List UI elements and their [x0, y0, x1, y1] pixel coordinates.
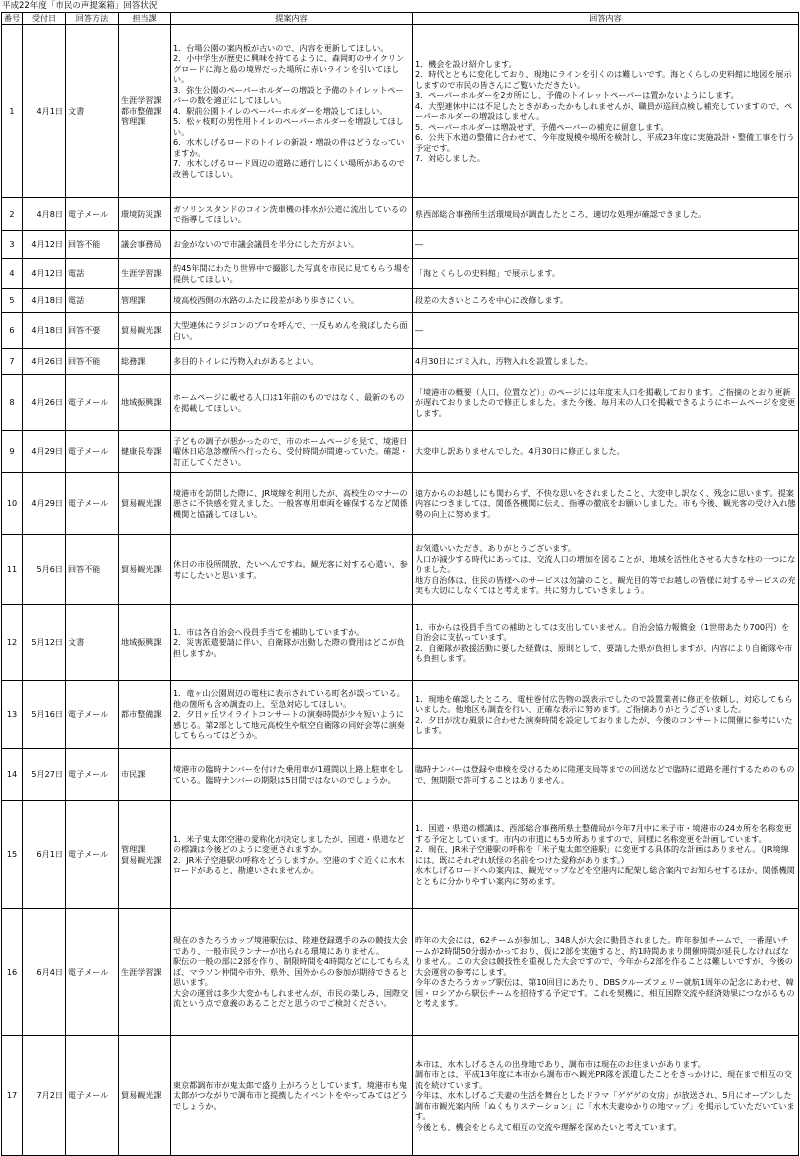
- row-method: 電子メール: [66, 909, 119, 1036]
- row-proposal: 現在のきたろうカップ境港駅伝は、陸連登録選手のみの競技大会であり、一般市民ランナーが出られる環境にありません。 駅伝の一般の部に2部を作り、制限時間を4時間などにしてもらえば、マラソン仲間や市外、県外、国外からの参加が期待できると思います。 大会の運営は多少大変かもしれませんが、市民の楽しみ、国際交流という点で意義のあることだと思うのでご検討ください。: [171, 909, 413, 1036]
- row-method: 電話: [66, 289, 119, 313]
- row-response: 県西部総合事務所生活環境局が調査したところ、適切な処理が確認できました。: [413, 198, 799, 231]
- row-date: 6月4日: [23, 909, 66, 1036]
- row-number: 14: [2, 749, 23, 801]
- table-row: [2, 605, 799, 681]
- row-date: 4月26日: [23, 349, 66, 375]
- row-dept: 生涯学習課: [119, 259, 171, 289]
- row-date: 4月29日: [23, 431, 66, 473]
- row-method: 文書: [66, 605, 119, 681]
- row-number: 2: [2, 198, 23, 231]
- table-row: [2, 198, 799, 231]
- header-method: 回答方法: [66, 13, 119, 25]
- row-date: 4月29日: [23, 473, 66, 535]
- row-proposal: 子どもの調子が悪かったので、市のホームページを見て、境港日曜休日応急診療所へ行ったら、受付時間が間違っていた。確認・訂正してください。: [171, 431, 413, 473]
- header-date: 受付日: [23, 13, 66, 25]
- row-method: 文書: [66, 25, 119, 198]
- row-response: 昨年の大会には、62チームが参加し、348人が大会に動員されました。昨年参加チームで、一番遅いチームが2時間50分弱かかっており、仮に2部を実施すると、約1時間あまり開催時間が延長しなければなりません。この大会は競技性を重視した大会ですので、今年から2部を作ることは難しいですが、今後の大会運営の参考にします。 今年のきたろうカップ駅伝は、第10回目にあたり、DBSクルーズフェリー就航1周年の記念にあわせ、韓国・ロシアから駅伝チームを招待する予定です。これを契機に、相互国際交流や経済効果につながるものと考えます。: [413, 909, 799, 1036]
- row-dept: 管理課 貿易観光課: [119, 801, 171, 909]
- row-method: 電子メール: [66, 749, 119, 801]
- row-date: 5月16日: [23, 681, 66, 749]
- row-method: 電子メール: [66, 801, 119, 909]
- row-date: 4月26日: [23, 375, 66, 431]
- row-date: 5月6日: [23, 535, 66, 605]
- row-proposal: お金がないので市議会議員を半分にした方がよい。: [171, 231, 413, 259]
- row-response: ―: [413, 313, 799, 349]
- row-method: 電話: [66, 259, 119, 289]
- row-dept: 管理課: [119, 289, 171, 313]
- row-number: 17: [2, 1036, 23, 1156]
- row-date: 6月1日: [23, 801, 66, 909]
- row-response: 「海とくらしの史料館」で展示します。: [413, 259, 799, 289]
- table-row: [2, 681, 799, 749]
- row-dept: 生涯学習課: [119, 909, 171, 1036]
- table-row: [2, 259, 799, 289]
- row-method: 電子メール: [66, 473, 119, 535]
- row-response: 1．機会を設け紹介します。 2．時代とともに変化しており、現地にラインを引くのは難しいです。海とくらしの史料館に地図を展示しますので市民の皆さんにご覧いただきたい。 3．ペーパーホルダーを2カ所にし、予備のトイレットペーパーは置かないようにします。 4．大型連休中には不足したときがあったかもしれませんが、職員が巡回点検し補充していますので、ペーパーホルダーの増設はしません。 5．ペーパーホルダーは増設せず、予備ペーパーの補充に留意します。 6．公共下水道の整備に合わせて、今年度規模や場所を検討し、平成23年度に実施設計・整備工事を行う予定です。 7．対応しました。: [413, 25, 799, 198]
- row-dept: 環境防災課: [119, 198, 171, 231]
- row-dept: 貿易観光課: [119, 313, 171, 349]
- table-row: [2, 749, 799, 801]
- row-proposal: 大型連休にラジコンのプロを呼んで、一反もめんを飛ばしたら面白い。: [171, 313, 413, 349]
- row-date: 4月18日: [23, 289, 66, 313]
- row-date: 4月18日: [23, 313, 66, 349]
- header-proposal: 提案内容: [171, 13, 413, 25]
- row-proposal: 境高校西側の水路のふたに段差があり歩きにくい。: [171, 289, 413, 313]
- row-method: 電子メール: [66, 375, 119, 431]
- row-number: 5: [2, 289, 23, 313]
- row-dept: 地域振興課: [119, 375, 171, 431]
- row-number: 11: [2, 535, 23, 605]
- row-number: 10: [2, 473, 23, 535]
- row-method: 電子メール: [66, 431, 119, 473]
- row-method: 回答不能: [66, 231, 119, 259]
- row-dept: 市民課: [119, 749, 171, 801]
- row-date: 5月12日: [23, 605, 66, 681]
- row-number: 1: [2, 25, 23, 198]
- row-method: 回答不能: [66, 535, 119, 605]
- table-row: [2, 535, 799, 605]
- row-response: 1．市からは役員手当ての補助としては支出していません。自治会協力報償金（1世帯あたり700円）を自治会に支払っています。 2．自衛隊が救援活動に要した経費は、原則として、要請した県が負担しますが、内容により自衛隊や市も負担します。: [413, 605, 799, 681]
- table-row: [2, 25, 799, 198]
- row-response: 大変申し訳ありませんでした。4月30日に修正しました。: [413, 431, 799, 473]
- table-row: [2, 473, 799, 535]
- row-method: 電子メール: [66, 681, 119, 749]
- row-response: ―: [413, 231, 799, 259]
- table-row: [2, 909, 799, 1036]
- row-proposal: 境港市の臨時ナンバーを付けた乗用車が1週間以上路上駐車をしている。臨時ナンバーの期限は5日間ではないのでしょうか。: [171, 749, 413, 801]
- row-response: 1．現地を確認したところ、電柱巻付広告物の誤表示でしたので設置業者に修正を依頼し、対応してもらいました。他地区も調査を行い、正確な表示に努めます。ご指摘ありがとうございました。 2．夕日が沈む風景に合わせた演奏時間を設定しておりましたが、今後のコンサートに開催に参考にいたします。: [413, 681, 799, 749]
- row-response: 「境港市の概要（人口、位置など）」のページには年度末人口を掲載しております。ご指摘のとおり更新が遅れておりましたので修正しました。また今後、毎月末の人口を掲載できるようにホームページを変更します。: [413, 375, 799, 431]
- row-proposal: ガソリンスタンドのコイン洗車機の排水が公道に流出しているので指導してほしい。: [171, 198, 413, 231]
- row-response: 1．国道・県道の標識は、西部総合事務所県土整備局が今年7月中に米子市・境港市の24カ所を名称変更する予定としています。市内の市道にも5カ所ありますので、同様に名称変更を計画しています。 2．現在、JR米子空港駅の呼称を「米子鬼太郎空港駅」に変更する具体的な計画はありません。（JR境線には、既にそれぞれ妖怪の名前をつけた愛称があります。） 水木しげるロードへの案内は、観光マップなどを空港内に配架し総合案内でお知らせするほか、関係機関とともに分かりやすい案内に努めます。: [413, 801, 799, 909]
- row-response: 4月30日にゴミ入れ、汚物入れを設置しました。: [413, 349, 799, 375]
- row-date: 4月1日: [23, 25, 66, 198]
- row-response: 臨時ナンバーは登録や車検を受けるために陸運支局等までの回送などで臨時に道路を運行するためのもので、無期限で許可することはありません。: [413, 749, 799, 801]
- header-response: 回答内容: [413, 13, 799, 25]
- row-proposal: 約45年間にわたり世界中で撮影した写真を市民に見てもらう場を提供してほしい。: [171, 259, 413, 289]
- row-response: 本市は、水木しげるさんの出身地であり、調布市は現在のお住まいがあります。 調布市とは、平成13年度に本市から調布市へ観光PR隊を派遣したことをきっかけに、現在まで相互の交流を続けています。 今年は、水木しげるご夫妻の生活を舞台としたドラマ「ゲゲゲの女房」が放送され、5月にオープンした調布市観光案内所「ぬくもりステーション」に「水木夫妻ゆかりの地マップ」を掲示していただいています。 今後とも、機会をとらえて相互の交流や理解を深めたいと考えています。: [413, 1036, 799, 1156]
- table-row: [2, 349, 799, 375]
- row-date: 4月12日: [23, 231, 66, 259]
- row-number: 6: [2, 313, 23, 349]
- row-method: 電子メール: [66, 1036, 119, 1156]
- header-dept: 担当課: [119, 13, 171, 25]
- table-row: [2, 313, 799, 349]
- table-header-row: [2, 13, 799, 25]
- table-row: [2, 375, 799, 431]
- row-number: 12: [2, 605, 23, 681]
- row-dept: 総務課: [119, 349, 171, 375]
- row-dept: 貿易観光課: [119, 535, 171, 605]
- row-number: 13: [2, 681, 23, 749]
- row-method: 回答不要: [66, 313, 119, 349]
- table-row: [2, 289, 799, 313]
- document-title: 平成22年度「市民の声提案箱」回答状況: [2, 1, 158, 11]
- row-dept: 地域振興課: [119, 605, 171, 681]
- row-dept: 貿易観光課: [119, 1036, 171, 1156]
- row-number: 9: [2, 431, 23, 473]
- row-response: お気遣いいただき、ありがとうございます。 人口が減少する時代にあっては、交流人口の増加を図ることが、地域を活性化させる大きな柱の一つになりました。 地方自治体は、住民の皆様へのサービスは勿論のこと、観光目的等でお越しの皆様に対するサービスの充実も大切にしなくてはと考えます。共に努力していきましょう。: [413, 535, 799, 605]
- row-number: 3: [2, 231, 23, 259]
- row-proposal: 境港市を訪問した際に、JR境線を利用したが、高校生のマナーの悪さに不快感を覚えました。一般客専用車両を確保するなど関係機関と協議してほしい。: [171, 473, 413, 535]
- row-method: 電子メール: [66, 198, 119, 231]
- row-method: 回答不能: [66, 349, 119, 375]
- row-dept: 都市整備課: [119, 681, 171, 749]
- row-number: 8: [2, 375, 23, 431]
- row-response: 遠方からのお越しにも関わらず、不快な思いをされましたこと、大変申し訳なく、残念に思います。提案内容につきましては、関係各機関に伝え、指導の徹底をお願いしました。市も今後、観光客の受け入れ態勢の向上に努めます。: [413, 473, 799, 535]
- row-proposal: ホームページに載せる人口は1年前のものではなく、最新のものを掲載してほしい。: [171, 375, 413, 431]
- row-dept: 貿易観光課: [119, 473, 171, 535]
- row-response: 段差の大きいところを中心に改修します。: [413, 289, 799, 313]
- row-date: 4月8日: [23, 198, 66, 231]
- row-number: 16: [2, 909, 23, 1036]
- table-row: [2, 231, 799, 259]
- row-proposal: 1．竜ヶ山公園周辺の電柱に表示されている町名が誤っている。他の箇所も含め調査の上、至急対応してほしい。 2．夕日ヶ丘ワイライトコンサートの演奏時間が少々短いように感じる。第2部として地元高校生や航空自衛隊の同好会等に演奏してもらってはどうか。: [171, 681, 413, 749]
- row-dept: 生涯学習課 都市整備課 管理課: [119, 25, 171, 198]
- row-dept: 健康長寿課: [119, 431, 171, 473]
- row-number: 7: [2, 349, 23, 375]
- row-date: 5月27日: [23, 749, 66, 801]
- row-number: 15: [2, 801, 23, 909]
- row-proposal: 多目的トイレに汚物入れがあるとよい。: [171, 349, 413, 375]
- table-row: [2, 431, 799, 473]
- header-no: 番号: [2, 13, 23, 25]
- row-date: 7月2日: [23, 1036, 66, 1156]
- row-dept: 議会事務局: [119, 231, 171, 259]
- row-proposal: 1．米子鬼太郎空港の愛称化が決定しましたが、国道・県道などの標識は今後どのように変更されますか。 2．JR米子空港駅の呼称をどうしますか。空港のすぐ近くに水木ロードがあると、勘違いされませんか。: [171, 801, 413, 909]
- row-proposal: 休日の市役所開放、たいへんですね。観光客に対する心遣い、参考にしたいと思います。: [171, 535, 413, 605]
- row-date: 4月12日: [23, 259, 66, 289]
- row-number: 4: [2, 259, 23, 289]
- row-proposal: 東京都調布市が鬼太郎で盛り上がろうとしています。境港市も鬼太郎がつながりで調布市と提携したイベントをやってみてはどうでしょうか。: [171, 1036, 413, 1156]
- row-proposal: 1．台場公園の案内板が古いので、内容を更新してほしい。 2．小中学生が歴史に興味を持てるように、森岡町のサイクリングロードに海と島の境界だった場所に赤いラインを引いてほしい。 3．弥生公園のペーパーホルダーの増設と予備のトイレットペーパーの数を適正にしてほしい。 4．駅前公園トイレのペーパーホルダーを増設してほしい。 5．松ヶ枝町の男性用トイレのペーパーホルダーを増設してほしい。 6．水木しげるロードのトイレの新設・増設の件はどうなっていますか。 7．水木しげるロード周辺の道路に通行しにくい場所があるので改善してほしい。: [171, 25, 413, 198]
- response-status-table: [1, 12, 799, 1156]
- table-row: [2, 1036, 799, 1156]
- row-proposal: 1．市は各自治会へ役員手当てを補助していますか。 2．災害派遣要請に伴い、自衛隊が出動した際の費用はどこが負担しますか。: [171, 605, 413, 681]
- table-row: [2, 801, 799, 909]
